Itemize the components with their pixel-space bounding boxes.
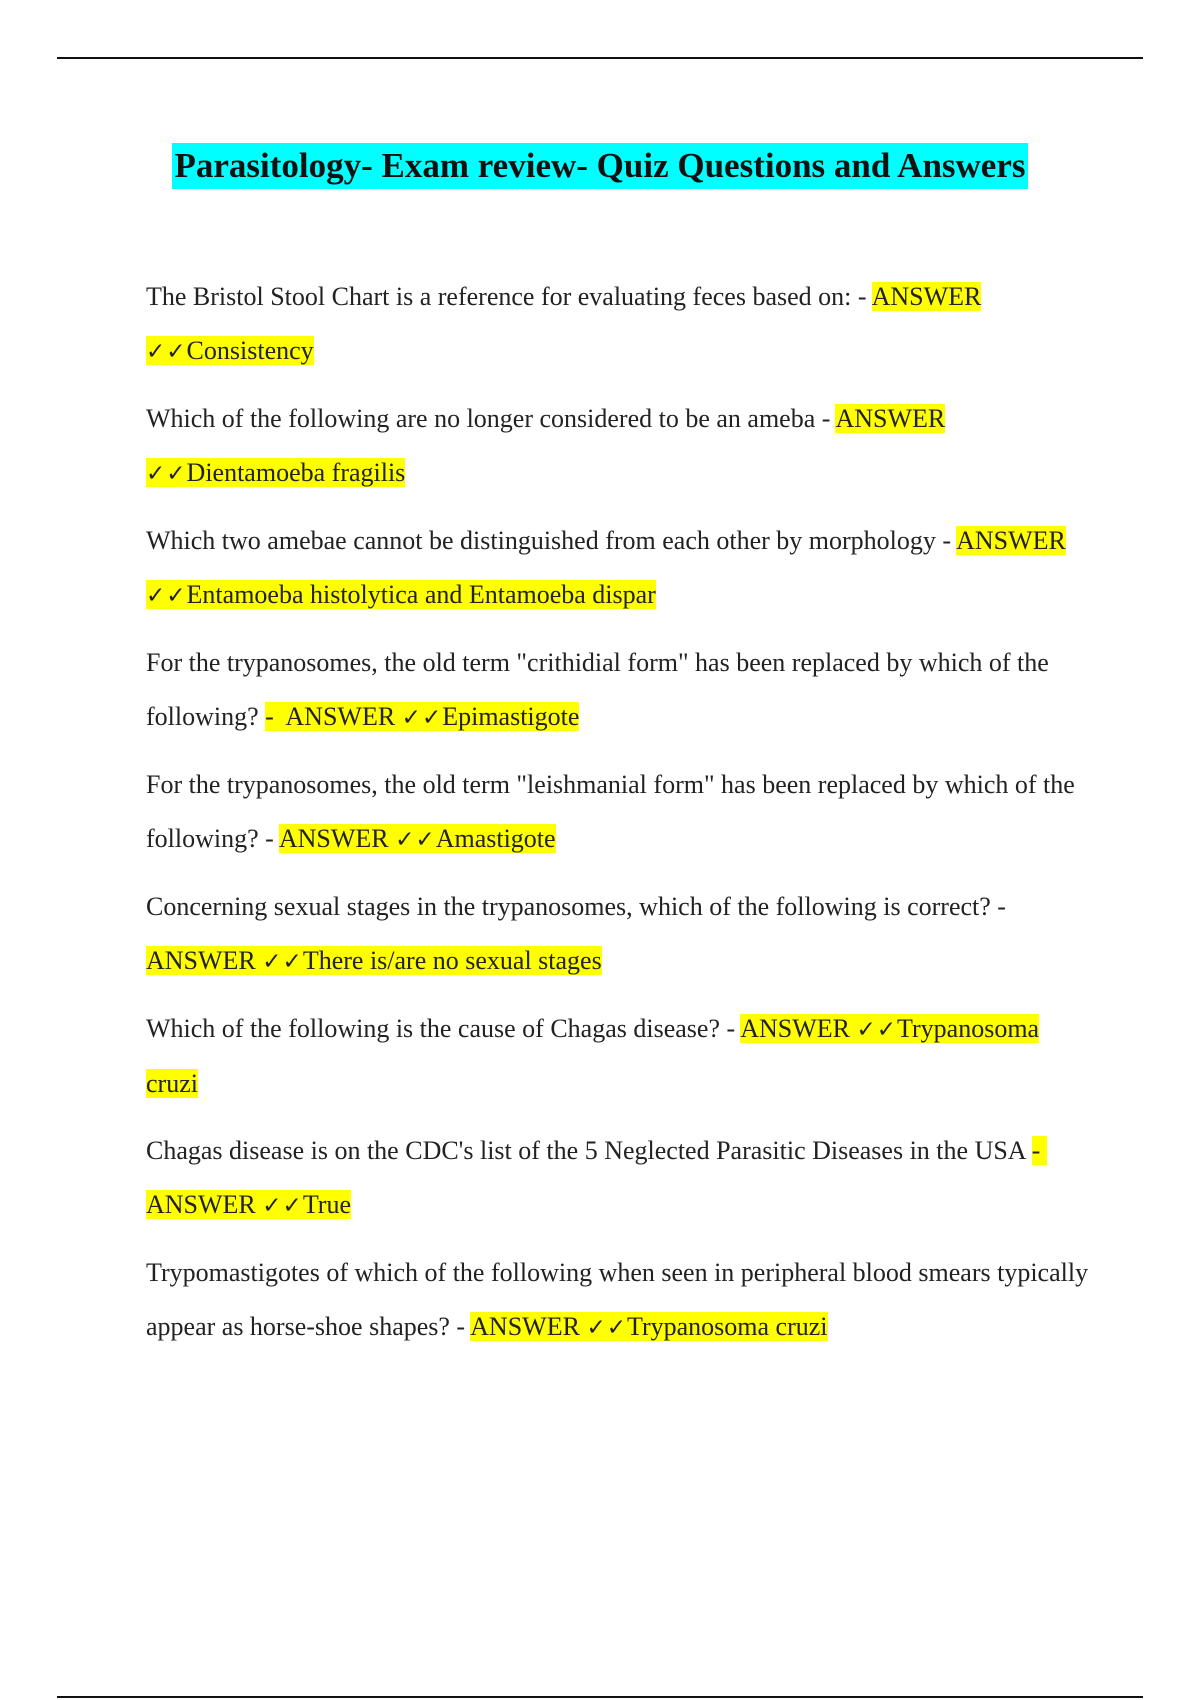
footer-rule bbox=[57, 1696, 1143, 1698]
qa-item bbox=[146, 758, 1096, 867]
answer-label: ANSWER bbox=[146, 1190, 256, 1219]
answer-text: Amastigote bbox=[435, 824, 556, 853]
question-text: The Bristol Stool Chart is a reference for evaluating feces based on: - bbox=[146, 282, 872, 311]
question-text: Which two amebae cannot be distinguished from each other by morphology - bbox=[146, 526, 957, 555]
check-marks-icon: ✓✓ bbox=[586, 1315, 627, 1341]
check-marks-icon: ✓✓ bbox=[401, 705, 443, 731]
answer-label: ANSWER bbox=[740, 1014, 850, 1043]
check-marks-icon: ✓✓ bbox=[146, 339, 187, 365]
check-marks-icon: ✓✓ bbox=[395, 827, 436, 853]
qa-item bbox=[146, 1002, 1096, 1111]
header-rule bbox=[57, 57, 1143, 59]
answer-highlight bbox=[279, 824, 556, 853]
answer-label: ANSWER bbox=[285, 702, 396, 731]
answer-text: True bbox=[302, 1190, 351, 1219]
answer-highlight: - ANSWER ✓✓Epimastigote bbox=[265, 702, 580, 731]
qa-item bbox=[146, 1124, 1096, 1233]
answer-text: Trypanosoma cruzi bbox=[146, 1014, 1040, 1098]
document-title: Parasitology- Exam review- Quiz Questions and Answers bbox=[172, 143, 1027, 189]
qa-item bbox=[146, 636, 1096, 745]
answer-label: ANSWER bbox=[871, 282, 982, 311]
answer-label: ANSWER bbox=[470, 1312, 580, 1341]
question-text: Which of the following are no longer considered to be an ameba - bbox=[146, 404, 836, 433]
check-marks-icon: ✓✓ bbox=[856, 1017, 898, 1043]
qa-item bbox=[146, 514, 1096, 623]
answer-label: ANSWER bbox=[956, 526, 1066, 555]
question-text: Chagas disease is on the CDC's list of the 5 Neglected Parasitic Diseases in the USA bbox=[146, 1136, 1032, 1165]
qa-item bbox=[146, 270, 1096, 379]
answer-label: ANSWER bbox=[835, 404, 946, 433]
check-marks-icon: ✓✓ bbox=[262, 949, 303, 975]
answer-text: Entamoeba histolytica and Entamoeba dispar bbox=[186, 580, 656, 609]
check-marks-icon: ✓✓ bbox=[146, 583, 187, 609]
title-container bbox=[0, 143, 1200, 189]
answer-label: ANSWER bbox=[146, 946, 256, 975]
question-text: Trypomastigotes of which of the following when seen in peripheral blood smears typically appear as horse-shoe shapes? - bbox=[146, 1258, 1089, 1341]
answer-highlight bbox=[146, 946, 602, 975]
question-text: For the trypanosomes, the old term "crithidial form" has been replaced by which of the following? bbox=[146, 648, 1049, 731]
qa-item bbox=[146, 880, 1096, 989]
qa-list bbox=[146, 270, 1096, 1368]
question-text: Which of the following is the cause of Chagas disease? - bbox=[146, 1014, 741, 1043]
answer-text: Dientamoeba fragilis bbox=[186, 458, 406, 487]
check-marks-icon: ✓✓ bbox=[262, 1193, 303, 1219]
check-marks-icon: ✓✓ bbox=[146, 461, 187, 487]
question-text: Concerning sexual stages in the trypanosomes, which of the following is correct? - bbox=[146, 892, 1006, 921]
answer-highlight: - ANSWER ✓✓True bbox=[146, 1136, 1047, 1219]
answer-text: Consistency bbox=[186, 336, 314, 365]
answer-text: Epimastigote bbox=[442, 702, 580, 731]
qa-item bbox=[146, 1246, 1096, 1355]
answer-text: Trypanosoma cruzi bbox=[626, 1312, 828, 1341]
qa-item bbox=[146, 392, 1096, 501]
answer-label: ANSWER bbox=[278, 824, 389, 853]
answer-highlight bbox=[470, 1312, 827, 1341]
answer-text: There is/are no sexual stages bbox=[302, 946, 602, 975]
question-text: For the trypanosomes, the old term "leishmanial form" has been replaced by which of the following? - bbox=[146, 770, 1075, 853]
